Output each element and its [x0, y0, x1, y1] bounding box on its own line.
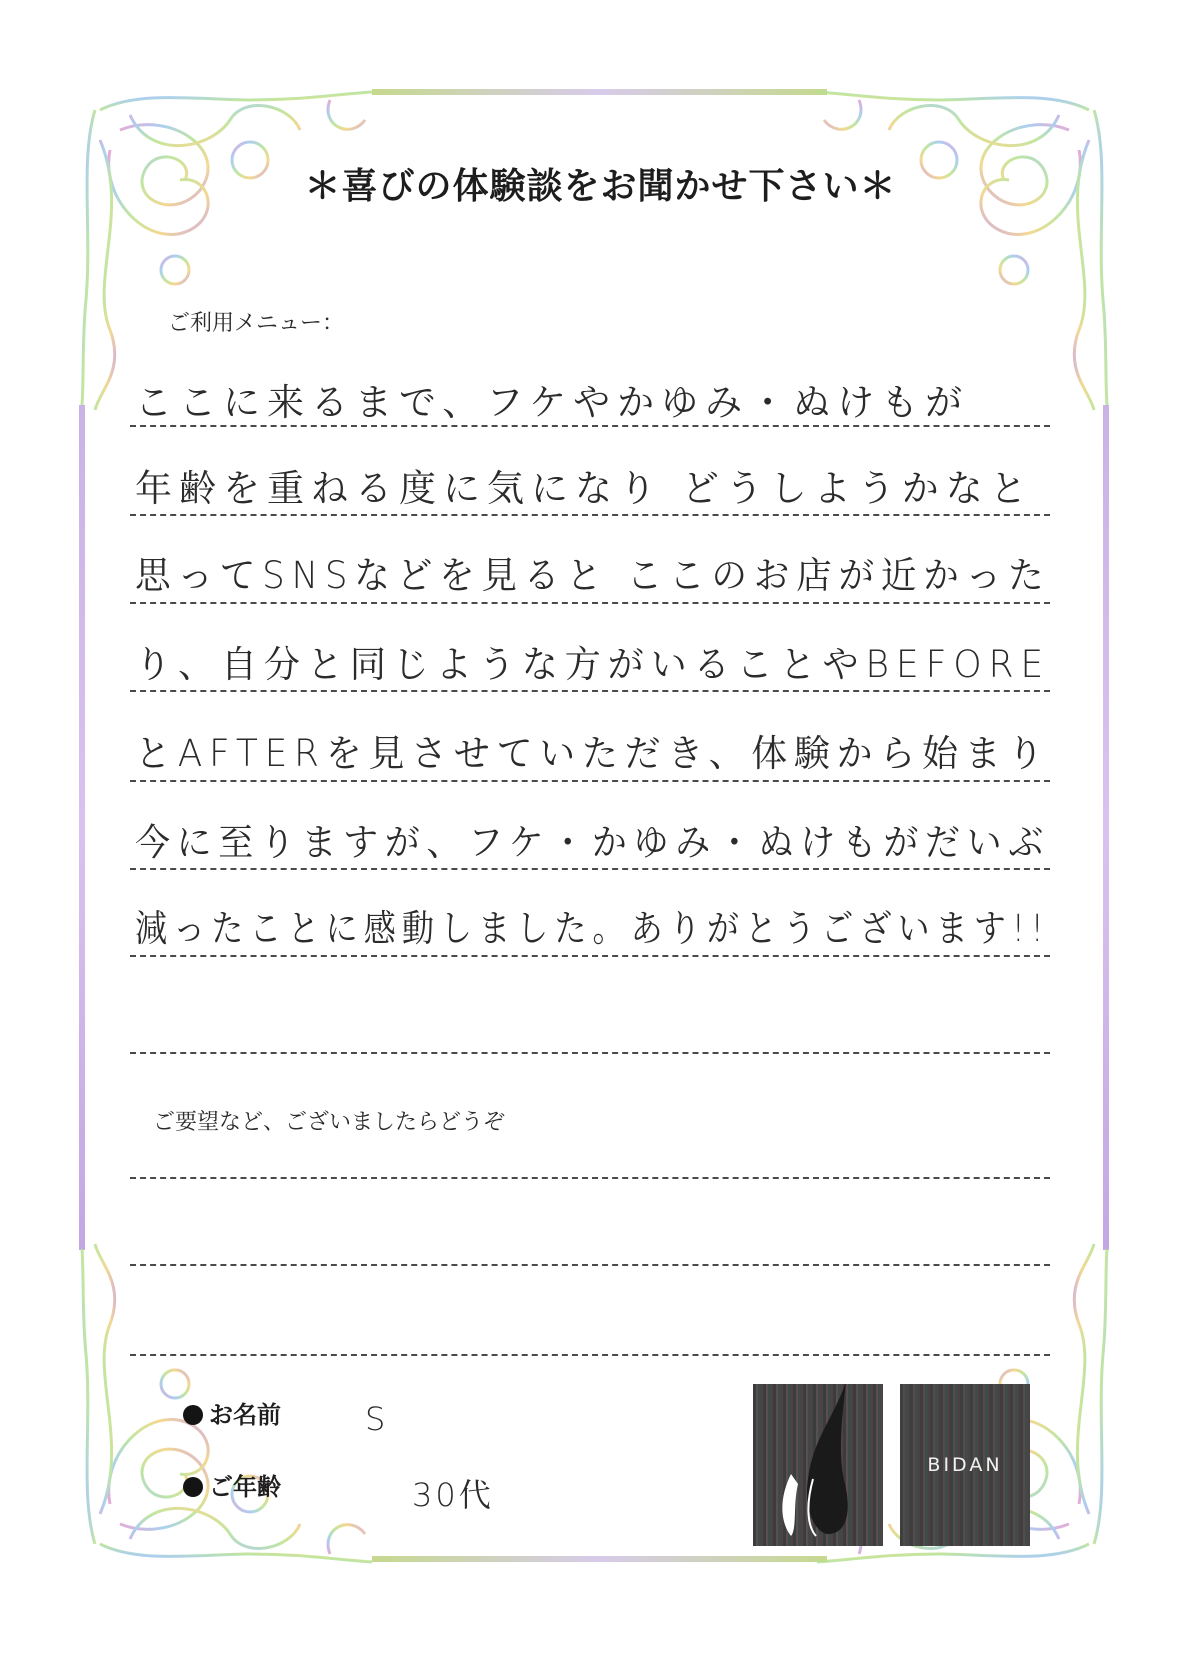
dashed-line [130, 1177, 1050, 1179]
dashed-line [130, 1354, 1050, 1356]
brand-logo [900, 1384, 1030, 1546]
name-label: お名前 [209, 1400, 281, 1429]
menu-label: ご利用メニュー： [168, 311, 345, 336]
handwritten-line: 年齢を重ねる度に気になり どうしようかなと [135, 467, 1034, 510]
brand-logo-text: BIDAN [927, 1454, 1003, 1476]
dashed-line [130, 780, 1050, 782]
age-row [183, 1467, 281, 1502]
handwritten-line: とAFTERを見させていただき、体験から始まり [135, 732, 1051, 775]
handwritten-line: 思ってSNSなどを見ると ここのお店が近かった [135, 554, 1051, 597]
name-row [183, 1395, 281, 1430]
form-title: ＊喜びの体験談をお聞かせ下さい＊ [304, 165, 897, 207]
dashed-line [130, 690, 1050, 692]
dashed-line [130, 1264, 1050, 1266]
hair-logo-icon [753, 1384, 883, 1546]
handwritten-line: ここに来るまで、フケやかゆみ・ぬけもが [135, 381, 970, 424]
dashed-line [130, 602, 1050, 604]
dashed-line [130, 514, 1050, 516]
age-label: ご年齢 [209, 1472, 281, 1501]
dashed-line [130, 1052, 1050, 1054]
handwritten-line: り、自分と同じような方がいることやBEFORE [135, 643, 1051, 686]
customer-name: S [365, 1400, 389, 1438]
handwritten-line: 減ったことに感動しました。ありがとうございます!! [135, 907, 1050, 950]
bullet-icon [183, 1405, 203, 1425]
dashed-line [130, 425, 1050, 427]
customer-age: 30代 [412, 1476, 494, 1514]
request-label: ご要望など、ございましたらどうぞ [153, 1110, 506, 1135]
bullet-icon [183, 1477, 203, 1497]
dashed-line [130, 868, 1050, 870]
dashed-line [130, 955, 1050, 957]
handwritten-line: 今に至りますが、フケ・かゆみ・ぬけもがだいぶ [135, 821, 1050, 864]
